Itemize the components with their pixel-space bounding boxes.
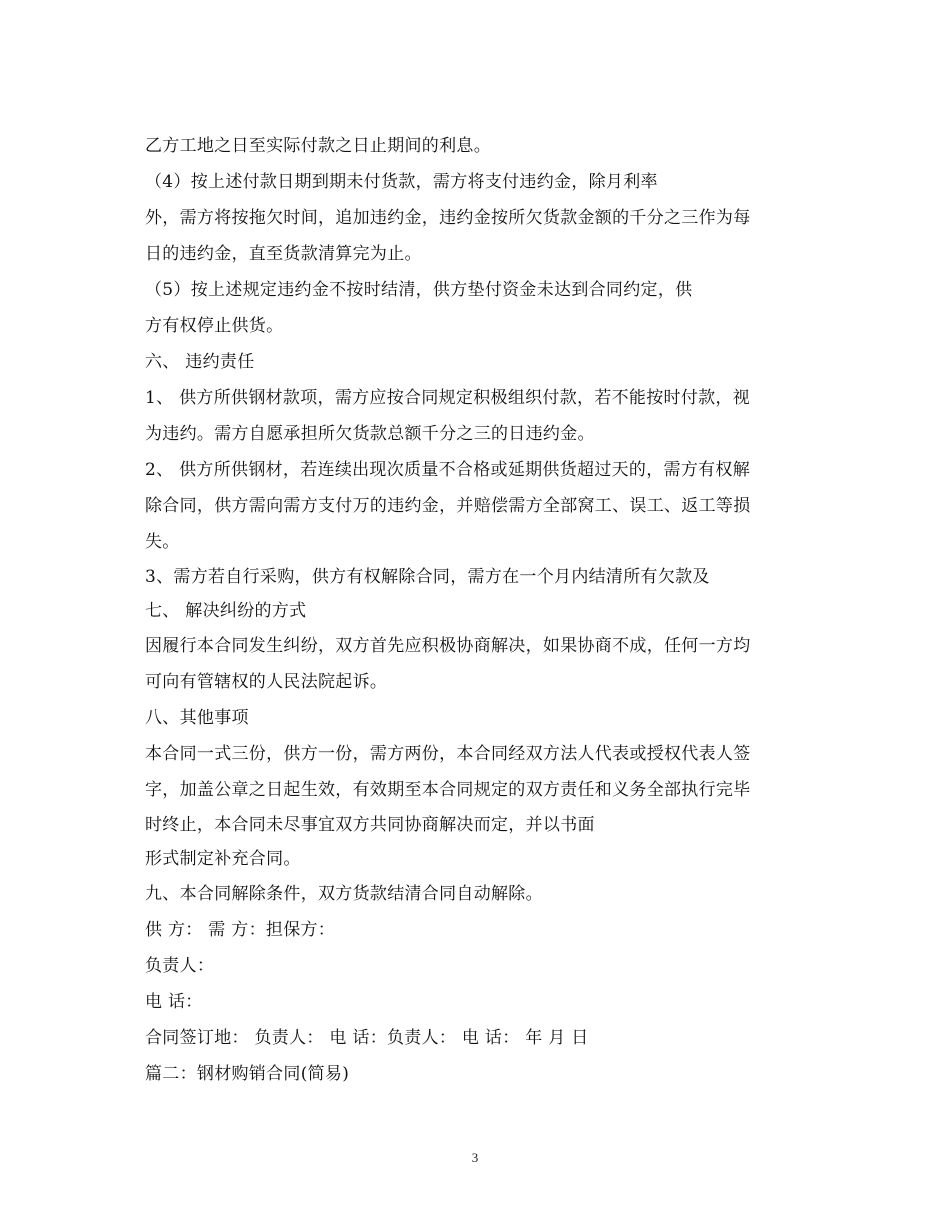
document-body — [145, 128, 810, 1092]
text-line: 日的违约金，直至货款清算完为止。 — [145, 244, 422, 264]
text-line: 字，加盖公章之日起生效，有效期至本合同规定的双方责任和义务全部执行完毕 — [145, 780, 751, 800]
text-line: 时终止，本合同未尽事宜双方共同协商解决而定，并以书面 — [145, 815, 595, 835]
text-line: 2、 供方所供钢材，若连续出现次质量不合格或延期供货超过天的，需方有权解 — [145, 460, 751, 480]
text-line: 为违约。需方自愿承担所欠货款总额千分之三的日违约金。 — [145, 424, 595, 444]
signature-line: 负责人： — [145, 956, 215, 976]
text-line: 外，需方将按拖欠时间，追加违约金，违约金按所欠货款金额的千分之三作为每 — [145, 208, 751, 228]
text-line: 形式制定补充合同。 — [145, 849, 301, 869]
section-heading: 六、 违约责任 — [145, 352, 255, 372]
section-heading: 八、其他事项 — [145, 708, 249, 728]
text-line: 本合同一式三份，供方一份，需方两份，本合同经双方法人代表或授权代表人签 — [145, 744, 751, 764]
text-line: 除合同，供方需向需方支付万的违约金，并赔偿需方全部窝工、误工、返工等损 — [145, 496, 751, 516]
text-line: 乙方工地之日至实际付款之日止期间的利息。 — [145, 136, 491, 156]
text-line: 方有权停止供货。 — [145, 316, 284, 336]
text-line: 3、需方若自行采购，供方有权解除合同，需方在一个月内结清所有欠款及 — [145, 567, 710, 587]
signature-line: 合同签订地： 负责人： 电 话：负责人： 电 话： 年 月 日 — [145, 1028, 589, 1048]
text-line: （5）按上述规定违约金不按时结清，供方垫付资金未达到合同约定，供 — [145, 280, 693, 300]
section-heading: 九、本合同解除条件，双方货款结清合同自动解除。 — [145, 884, 543, 904]
signature-line: 电 话： — [145, 992, 203, 1012]
section-heading: 篇二：钢材购销合同(简易) — [145, 1064, 350, 1084]
page-number: 3 — [471, 1150, 479, 1165]
section-heading: 七、 解决纠纷的方式 — [145, 601, 307, 621]
signature-line: 供 方： 需 方：担保方： — [145, 920, 336, 940]
text-line: 因履行本合同发生纠纷，双方首先应积极协商解决，如果协商不成，任何一方均 — [145, 636, 751, 656]
text-line: 失。 — [145, 532, 180, 552]
text-line: 可向有管辖权的人民法院起诉。 — [145, 672, 388, 692]
text-line: 1、 供方所供钢材款项，需方应按合同规定积极组织付款，若不能按时付款，视 — [145, 388, 751, 408]
text-line: （4）按上述付款日期到期未付货款，需方将支付违约金，除月利率 — [145, 172, 658, 192]
